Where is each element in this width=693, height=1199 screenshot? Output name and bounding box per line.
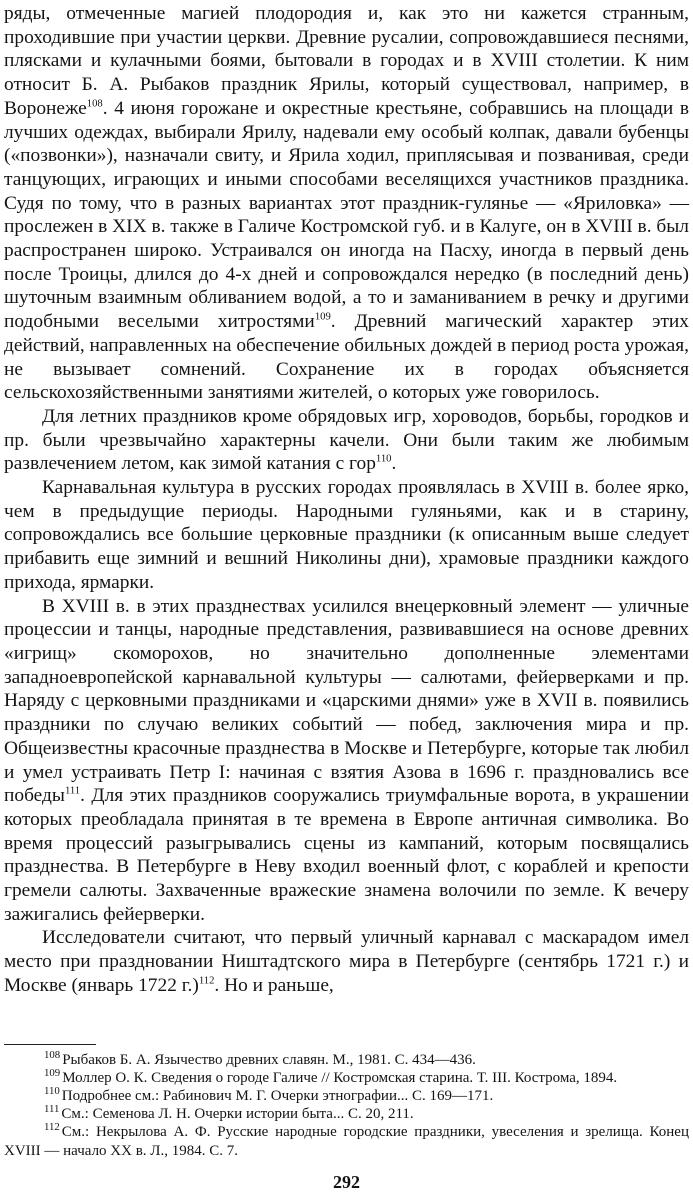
page-number: 292: [333, 1172, 360, 1192]
footnote-number: 112: [44, 1121, 60, 1134]
paragraph-text: Для летних праздников кроме обрядовых игр, хороводов, борьбы, городков и пр. были чрезвычайно характерны качели. Они были таким же любимым развлечением летом, как зимой катания с гор: [4, 405, 689, 475]
paragraph-text: .: [391, 453, 397, 475]
footnote-text: См.: Семенова Л. Н. Очерки истории быта... С. 20, 211.: [61, 1106, 414, 1123]
paragraph-text: . 4 июня горожане и окрестные крестьяне, собравшись на площади в лучших одеждах, выбирали Ярилу, надевали ему особый колпак, давали бубенцы («позвонки»), назначали свиту, и Ярила ходил, приплясывая и позванивая, среди танцующих, играющих и иными способами веселящихся участников праздника. Судя по тому, что в разных вариантах этот праздник-гулянье — «Яриловка» — прослежен в XIX в. также в Галиче Костромской губ. и в Калуге, он в XVIII в. был распространен широко. Устраивался он иногда на Пасху, иногда в первый день после Троицы, длился до 4-х дней и сопровождался нередко (в последний день) шуточным взаимным обливанием водой, а то и заманиванием в речку и другими подобными веселыми хитростями: [4, 97, 689, 333]
footnote-divider: [4, 1044, 96, 1045]
footnote-ref-112[interactable]: 112: [198, 974, 215, 987]
main-text: [4, 2, 689, 998]
footnote-112: [4, 1123, 689, 1159]
paragraph-text: В XVIII в. в этих празднествах усилился внецерковный элемент — уличные процессии и танцы, народные представления, развивавшиеся на основе древних «игрищ» скоморохов, но значительно дополненные элементами западноевропейской карнавальной культуры — салютами, фейерверками и пр. Наряду с церковными праздниками и «царскими днями» уже в XVII в. появились праздники по случаю великих событий — побед, заключения мира и пр. Общеизвестны красочные празднества в Москве и Петербурге, которые так любил и умел устраивать Петр I: начиная с взятия Азова в 1696 г. праздновались все победы: [4, 595, 689, 807]
footnote-108: [4, 1048, 689, 1069]
footnote-number: 110: [44, 1084, 60, 1097]
footnote-ref-111[interactable]: 111: [64, 784, 81, 797]
paragraph-text: . Но и раньше,: [214, 974, 334, 996]
paragraph-2: [4, 405, 689, 476]
footnote-ref-108[interactable]: 108: [86, 97, 103, 110]
paragraph-text: . Древний магический характер этих действий, направленных на обеспечение обильных дождей в период роста урожая, не вызывает сомнений. Сохранение их в городах объясняется сельскохозяйственными занятиями жителей, о которых уже говорилось.: [4, 311, 689, 404]
footnote-ref-109[interactable]: 109: [314, 310, 331, 323]
footnote-text: См.: Некрылова А. Ф. Русские народные городские праздники, увеселения и зрелища. Конец XVIII — начало XX в. Л., 1984. С. 7.: [4, 1124, 689, 1159]
footnote-110: [4, 1084, 689, 1105]
footnote-111: [4, 1105, 689, 1123]
footnote-text: Подробнее см.: Рабинович М. Г. Очерки этнографии... С. 169—171.: [61, 1087, 494, 1104]
paragraph-text: ряды, отмеченные магией плодородия и, как это ни кажется странным, проходившие при участии церкви. Древние русалии, сопровождавшиеся песнями, плясками и кулачными боями, бытовали в городах и в XVIII столетии. К ним относит Б. А. Рыбаков праздник Ярилы, который существовал, например, в Воронеже: [4, 3, 689, 119]
paragraph-5: [4, 926, 689, 997]
footnote-number: 111: [44, 1103, 60, 1116]
footnote-number: 108: [44, 1048, 61, 1061]
footnote-number: 109: [44, 1066, 61, 1079]
footnote-ref-110[interactable]: 110: [375, 452, 392, 465]
paragraph-text: Исследователи считают, что первый уличный карнавал с маскарадом имел место при праздновании Ништадтского мира в Петербурге (сентябрь 1721 г.) и Москве (январь 1722 г.): [4, 927, 689, 996]
paragraph-4: [4, 595, 689, 927]
paragraph-text: . Для этих праздников сооружались триумфальные ворота, в украшении которых преобладала принятая в те времена в Европе античная символика. Во время процессий разыгрывались сцены из кампаний, которым посвящались празднества. В Петербурге в Неву входил военный флот, с кораблей и крепости гремели салюты. Захваченные вражеские знамена волочили по земле. К вечеру зажигались фейерверки.: [4, 785, 689, 925]
footnote-109: [4, 1066, 689, 1087]
footnote-text: Моллер О. К. Сведения о городе Галиче // Костромская старина. Т. III. Кострома, 1894.: [62, 1069, 618, 1086]
paragraph-text: Карнавальная культура в русских городах проявлялась в XVIII в. более ярко, чем в предыдущие периоды. Народными гуляньями, как и в старину, сопровождались все большие церковные праздники (к описанным выше следует прибавить еще зимний и вешний Николины дни), храмовые праздники каждого прихода, ярмарки.: [4, 477, 689, 593]
footnote-text: Рыбаков Б. А. Язычество древних славян. М., 1981. С. 434—436.: [62, 1051, 476, 1068]
footnotes: [4, 1048, 689, 1160]
paragraph-1: [4, 2, 689, 405]
paragraph-3: [4, 476, 689, 595]
